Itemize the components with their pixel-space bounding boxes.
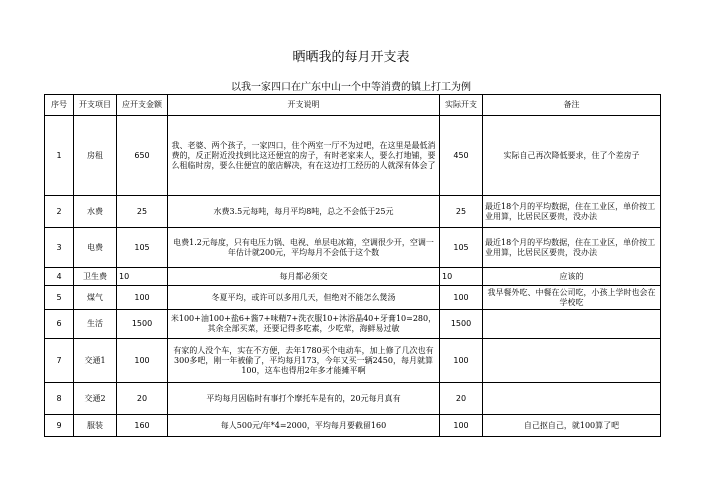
cell-actual: 25: [440, 196, 483, 228]
cell-actual: 20: [440, 383, 483, 415]
table-row: [45, 268, 661, 286]
cell-note: 实际自己再次降低要求，住了个差房子: [483, 116, 661, 196]
cell-amount: 650: [117, 116, 168, 196]
header-item: 开支项目: [74, 95, 117, 116]
cell-desc: 每月都必须交: [168, 268, 440, 286]
cell-no: 2: [45, 196, 74, 228]
cell-item: 交通1: [74, 339, 117, 383]
cell-item: 房租: [74, 116, 117, 196]
cell-item: 煤气: [74, 286, 117, 310]
cell-note: 最近18个月的平均数据，住在工业区，单价按工业用算，比居民区要贵，没办法: [483, 196, 661, 228]
cell-no: 9: [45, 415, 74, 437]
header-note: 备注: [483, 95, 661, 116]
cell-note: 我早餐外吃、中餐在公司吃，小孩上学时也会在学校吃: [483, 286, 661, 310]
cell-desc: 有家的人没个车，实在不方便，去年1780买个电动车，加上修了几次也有300多吧，刚一年被偷了，平均每月173，今年又买一辆2450，每月就算100，这车也得用2年多才能摊平啊: [168, 339, 440, 383]
cell-actual: 10: [440, 268, 483, 286]
page-subtitle: 以我一家四口在广东中山一个中等消费的镇上打工为例: [231, 82, 471, 93]
cell-item: 生活: [74, 310, 117, 339]
cell-actual: 100: [440, 339, 483, 383]
cell-amount: 1500: [117, 310, 168, 339]
cell-note: 自己抠自己，就100算了吧: [483, 415, 661, 437]
cell-actual: 1500: [440, 310, 483, 339]
table-row: [45, 196, 661, 228]
cell-actual: 450: [440, 116, 483, 196]
table-row: [45, 415, 661, 437]
cell-desc: 每人500元/年*4=2000，平均每月要截留160: [168, 415, 440, 437]
cell-note: [483, 339, 661, 383]
cell-desc: 电费1.2元每度，只有电压力锅、电视、单层电冰箱，空调很少开，空调一年估计就200元，平均每月不会低于这个数: [168, 228, 440, 268]
cell-note: 应该的: [483, 268, 661, 286]
cell-desc: 水费3.5元每吨，每月平均8吨，总之不会低于25元: [168, 196, 440, 228]
table-row: [45, 383, 661, 415]
cell-item: 服装: [74, 415, 117, 437]
cell-desc: 冬夏平均，或许可以多用几天，但绝对不能怎么煲汤: [168, 286, 440, 310]
cell-item: 水费: [74, 196, 117, 228]
cell-no: 8: [45, 383, 74, 415]
cell-item: 卫生费: [74, 268, 117, 286]
cell-amount: 100: [117, 339, 168, 383]
cell-amount: 25: [117, 196, 168, 228]
cell-item: 交通2: [74, 383, 117, 415]
header-no: 序号: [45, 95, 74, 116]
cell-no: 7: [45, 339, 74, 383]
cell-no: 6: [45, 310, 74, 339]
cell-no: 3: [45, 228, 74, 268]
page-title: 晒晒我的每月开支表: [292, 50, 410, 65]
cell-amount: 100: [117, 286, 168, 310]
cell-note: 最近18个月的平均数据，住在工业区，单价按工业用算，比居民区要贵，没办法: [483, 228, 661, 268]
cell-no: 5: [45, 286, 74, 310]
header-actual: 实际开支: [440, 95, 483, 116]
cell-desc: 平均每月因临时有事打个摩托车是有的，20元每月真有: [168, 383, 440, 415]
cell-amount: 160: [117, 415, 168, 437]
cell-note: [483, 383, 661, 415]
cell-actual: 100: [440, 286, 483, 310]
cell-no: 1: [45, 116, 74, 196]
cell-amount: 20: [117, 383, 168, 415]
table-row: [45, 228, 661, 268]
cell-desc: 米100+油100+盐6+酱7+味精7+洗衣服10+沐浴晶40+牙膏10=280，其余全部买菜，还要记得多吃素，少吃荤，海鲜易过敏: [168, 310, 440, 339]
cell-actual: 105: [440, 228, 483, 268]
cell-no: 4: [45, 268, 74, 286]
table-row: [45, 339, 661, 383]
table-row: [45, 310, 661, 339]
header-desc: 开支说明: [168, 95, 440, 116]
cell-desc: 我、老婆、两个孩子，一家四口，住个两室一厅不为过吧，在这里是最低消费的，反正附近没找到比这还便宜的房子，有时老家来人，要么打地铺，要么租临时房，要么住便宜的旅店解决，有在这边打工经历的人就深有体会了: [168, 116, 440, 196]
header-row: [45, 95, 661, 116]
table-row: [45, 116, 661, 196]
cell-item: 电费: [74, 228, 117, 268]
table-row: [45, 286, 661, 310]
cell-amount: 10: [117, 268, 168, 286]
header-amount: 应开支金额: [117, 95, 168, 116]
cell-note: [483, 310, 661, 339]
expense-table: [44, 94, 661, 437]
cell-amount: 105: [117, 228, 168, 268]
cell-actual: 100: [440, 415, 483, 437]
